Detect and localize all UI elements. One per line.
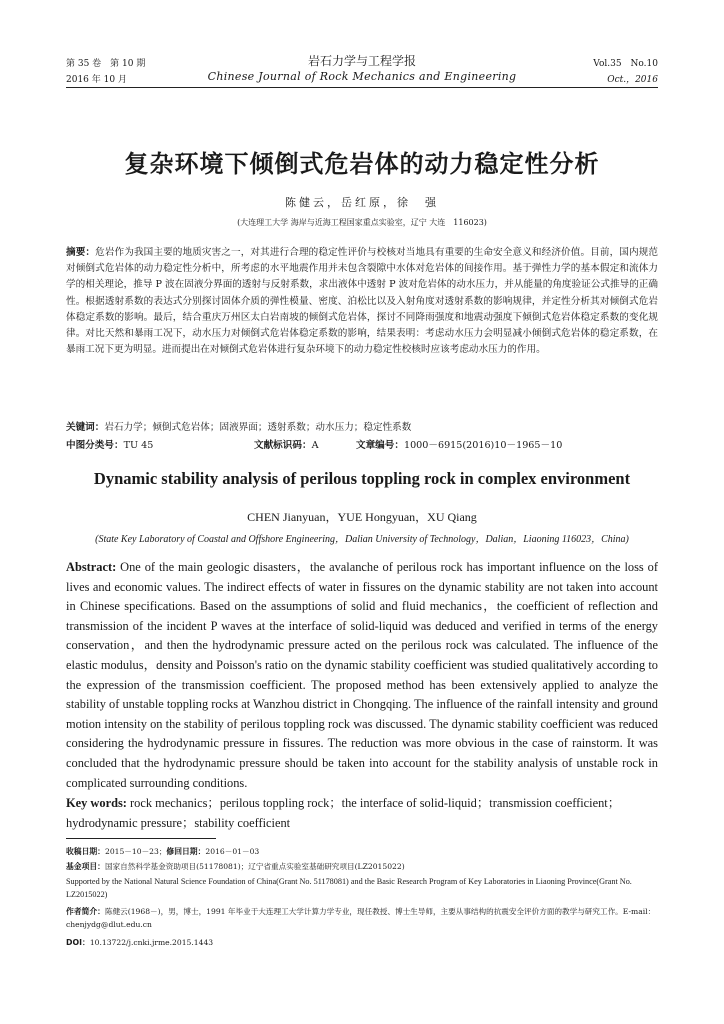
- affiliation-cn: (大连理工大学 海岸与近海工程国家重点实验室，辽宁 大连 116023): [237, 218, 487, 227]
- date-cn: 2016 年 10 月: [66, 75, 127, 85]
- footnote-divider: [66, 838, 216, 839]
- volume-issue-en: Vol.35 No.10: [593, 59, 658, 69]
- abstract-en: [66, 558, 658, 793]
- journal-title-en: Chinese Journal of Rock Mechanics and Engineering: [207, 70, 517, 83]
- document-code: 文献标识码：A: [254, 440, 319, 451]
- footnote-author-bio: 作者简介：陈健云(1968－)，男，博士，1991 年毕业于大连理工大学计算力学专业，现任教授、博士生导师，主要从事结构的抗震安全评价方面的教学与研究工作。E-mail：chenjydg@dlut.edu.cn: [66, 907, 656, 929]
- footnote-fund-cn: 基金项目：国家自然科学基金资助项目(51178081)；辽宁省重点实验室基础研究项目(LZ2015022): [66, 862, 405, 871]
- authors-cn: 陈健云，岳红原，徐 强: [285, 196, 439, 209]
- footnote-dates: 收稿日期：2015－10－23；修回日期：2016－01－03: [66, 847, 260, 856]
- paper-title-en: Dynamic stability analysis of perilous toppling rock in complex environment: [93, 469, 631, 488]
- keywords-en-label: Key words:: [66, 796, 127, 810]
- classification-row: [66, 437, 658, 453]
- abstract-en-text: One of the main geologic disasters，the avalanche of perilous rock has important influence on the loss of lives and economic values. The indirect effects of water in fissures on the dynamic stability are not taken into account in Chinese specifications. Based on the assumptions of solid and fluid mechanics，the coefficient of reflection and transmission of the incident P waves at the interface of solid-liquid was deduced and verified in terms of the energy conservation，and then the hydrodynamic pressure acted on the perilous rock was calculated. The influence of the elastic modulus，density and Poisson's ratio on the dynamic stability coefficient was studied qualitatively according to the expression of the transmission coefficient. The proposed method has been extensively applied to analyze the stability of unstable toppling rocks at Wanzhou district in Chongqing. The influence of the rainfall intensity and ground motion intensity on the stability of perilous toppling rock was discussed. The dynamic stability coefficient was reduced considering the hydrodynamic pressure in fissures. The reduction was more obvious in the case of rainstorm. It was concluded that the hydrodynamic pressure should be taken into account for the stability analysis of unstable rock in complicated surrounding conditions.: [66, 560, 658, 790]
- volume-issue-cn: 第 35 卷 第 10 期: [66, 59, 146, 69]
- keywords-cn-label: 关键词：: [66, 422, 105, 433]
- keywords-en: [66, 794, 658, 833]
- keywords-cn: [66, 420, 658, 436]
- keywords-cn-text: 岩石力学；倾倒式危岩体；固液界面；透射系数；动水压力；稳定性系数: [104, 422, 412, 433]
- paper-title-cn: 复杂环境下倾倒式危岩体的动力稳定性分析: [124, 150, 600, 178]
- affiliation-en: (State Key Laboratory of Coastal and Offshore Engineering，Dalian University of Technology，Dalian，Liaoning 116023，China): [95, 534, 629, 545]
- authors-en: CHEN Jianyuan，YUE Hongyuan，XU Qiang: [247, 510, 477, 524]
- article-number: 文章编号：1000－6915(2016)10－1965－10: [356, 440, 563, 451]
- footnote-doi: DOI：10.13722/j.cnki.jrme.2015.1443: [66, 938, 214, 947]
- clc-number: 中图分类号：TU 45: [66, 440, 154, 451]
- abstract-en-label: Abstract:: [66, 560, 117, 574]
- keywords-en-text: rock mechanics；perilous toppling rock；the interface of solid-liquid；transmission coefficient；hydrodynamic pressure；stability coefficient: [66, 796, 621, 830]
- running-header: [66, 52, 658, 92]
- abstract-cn: [66, 245, 658, 358]
- abstract-cn-text: 危岩作为我国主要的地质灾害之一，对其进行合理的稳定性评价与校核对当地具有重要的生命安全意义和经济价值。目前，国内规范对倾倒式危岩体的动力稳定性分析中，所考虑的水平地震作用并未包含裂隙中水体对危岩体的间接作用。基于弹性力学的基本假定和流体力学的相关理论，推导 P 波在固液分界面的透射与反射系数，求出液体中透射 P 波对危岩体的动水压力，并从能量的角度验证公式推导的正确性。根据透射系数的表达式分别探讨固体介质的弹性模量、密度、泊松比以及入射角度对透射系数的影响规律，并定性分析其对倾倒式危岩体稳定系数的影响。最后，结合重庆万州区太白岩南坡的倾倒式危岩体，探讨不同降雨强度和地震动强度下倾倒式危岩体稳定系数的变化规律。对比天然和暴雨工况下，动水压力对倾倒式危岩体稳定系数的影响，结果表明：考虑动水压力会明显减小倾倒式危岩体的稳定系数，在暴雨工况下更为明显。进而提出在对倾倒式危岩体进行复杂环境下的动力稳定性校核时应该考虑动水压力的作用。: [66, 247, 659, 356]
- header-divider: [66, 87, 658, 88]
- date-en: Oct.，2016: [607, 75, 658, 85]
- footnote-fund-en: Supported by the National Natural Science Foundation of China(Grant No. 51178081) and the Basic Research Program of Key Laboratories in Liaoning Province(Grant No. LZ2015022): [66, 877, 632, 899]
- doi-link[interactable]: 10.13722/j.cnki.jrme.2015.1443: [89, 938, 214, 947]
- abstract-cn-label: 摘要：: [66, 247, 96, 258]
- journal-title-cn: 岩石力学与工程学报: [307, 54, 416, 68]
